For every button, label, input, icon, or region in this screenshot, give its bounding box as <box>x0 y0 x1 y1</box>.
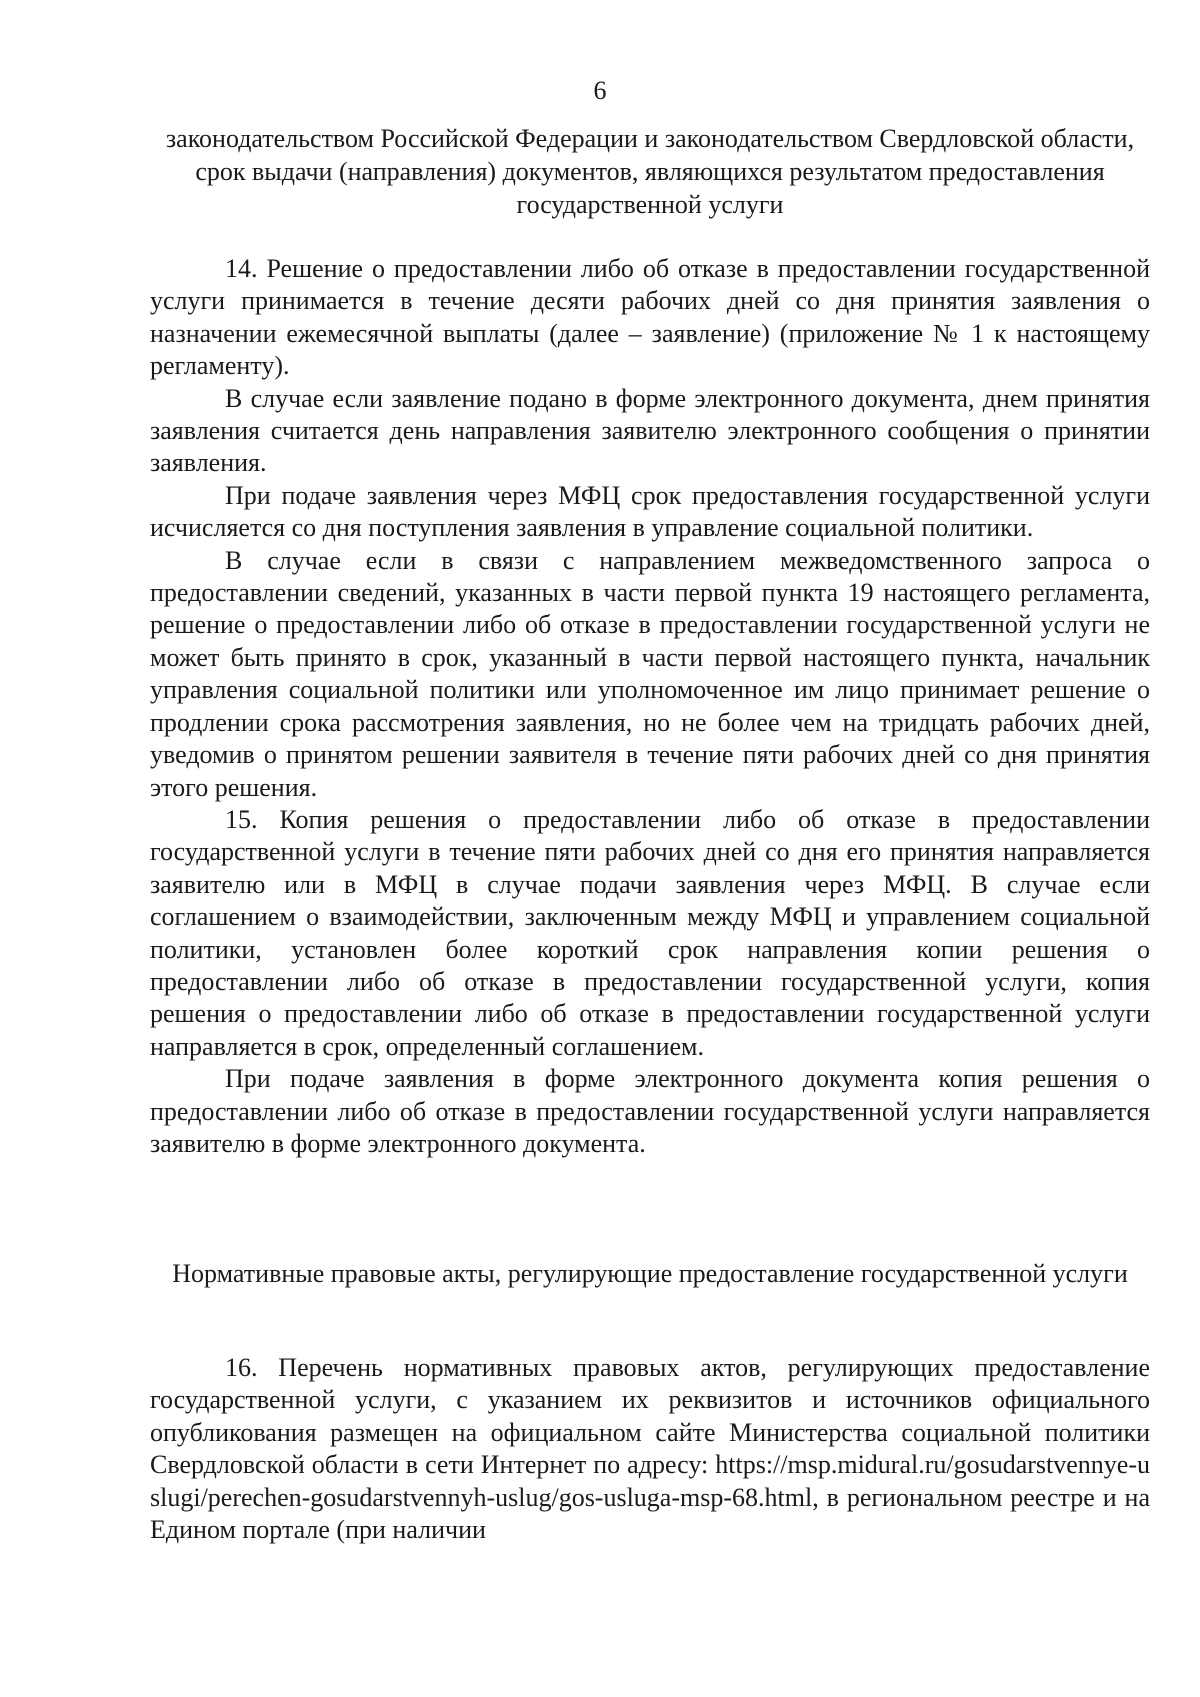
paragraph-16-tail: , в региональном реестре и на Едином портале (при наличии <box>150 1482 1150 1545</box>
paragraph-14: 14. Решение о предоставлении либо об отказе в предоставлении государственной услуги принимается в течение десяти рабочих дней со дня принятия заявления о назначении ежемесячной выплаты (далее – заявление) (приложение № 1 к настоящему регламенту). <box>150 254 1150 381</box>
paragraph-electronic-application: В случае если заявление подано в форме электронного документа, днем принятия заявления считается день направления заявителю электронного сообщения о принятии заявления. <box>150 383 1150 478</box>
paragraph-16 <box>150 1352 1150 1546</box>
section-body-legal-acts <box>150 1352 1150 1546</box>
paragraph-15: 15. Копия решения о предоставлении либо об отказе в предоставлении государственной услуги в течение пяти рабочих дней со дня его принятия направляется заявителю или в МФЦ в случае подачи заявления через МФЦ. В случае если соглашением о взаимодействии, заключенным между МФЦ и управлением социальной политики, установлен более короткий срок направления копии решения о предоставлении либо об отказе в предоставлении государственной услуги, копия решения о предоставлении либо об отказе в предоставлении государственной услуги направляется в срок, определенный соглашением. <box>150 804 1150 1061</box>
page-number: 6 <box>593 76 607 105</box>
paragraph-interagency-request: В случае если в связи с направлением межведомственного запроса о предоставлении сведений, указанных в части первой пункта 19 настоящего регламента, решение о предоставлении либо об отказе в предоставлении государственной услуги не может быть принято в срок, указанный в части первой настоящего пункта, начальник управления социальной политики или уполномоченное им лицо принимает решение о продлении срока рассмотрения заявления, но не более чем на тридцать рабочих дней, уведомив о принятом решении заявителя в течение пяти рабочих дней со дня принятия этого решения. <box>150 545 1150 802</box>
paragraph-electronic-copy: При подаче заявления в форме электронного документа копия решения о предоставлении либо об отказе в предоставлении государственной услуги направляется заявителю в форме электронного документа. <box>150 1064 1150 1158</box>
section-body-deadlines <box>150 253 1150 1160</box>
section-heading-deadlines: законодательством Российской Федерации и законодательством Свердловской области, срок выдачи (направления) документов, являющихся результатом предоставления государственной услуги <box>165 124 1135 219</box>
paragraph-mfc-term: При подаче заявления через МФЦ срок предоставления государственной услуги исчисляется со дня поступления заявления в управление социальной политики. <box>150 480 1150 543</box>
ministry-url-link[interactable]: https://msp.midural.ru/gosudarstvennye-uslugi/perechen-gosudarstvennyh-uslug/gos-usluga-msp-68.html <box>150 1450 1150 1512</box>
paragraph-16-intro: 16. Перечень нормативных правовых актов, регулирующих предоставление государственной услуги, с указанием их реквизитов и источников официального опубликования размещен на официальном сайте Министерства социальной политики Свердловской области в сети Интернет по адресу: <box>150 1353 1150 1480</box>
section-heading-legal-acts: Нормативные правовые акты, регулирующие предоставление государственной услуги <box>172 1259 1128 1288</box>
